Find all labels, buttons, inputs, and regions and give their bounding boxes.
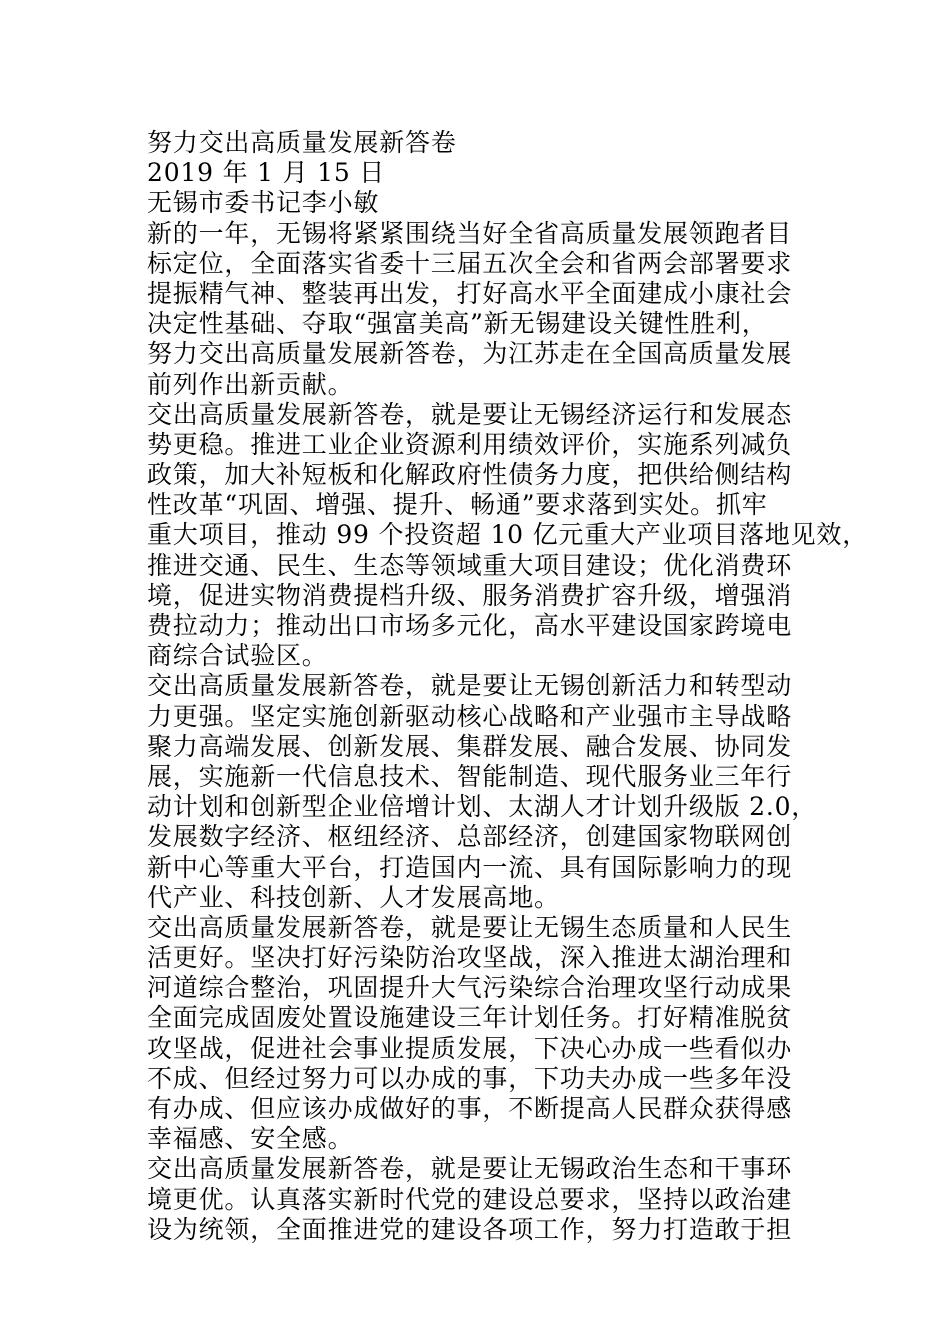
body-text-line: 不成、但经过努力可以办成的事，下功夫办成一些多年没 <box>147 1063 793 1093</box>
body-text-line: 河道综合整治，巩固提升大气污染综合治理攻坚行动成果 <box>147 973 793 1003</box>
body-text-line: 境，促进实物消费提档升级、服务消费扩容升级，增强消 <box>147 580 793 610</box>
body-text-line: 推进交通、民生、生态等领域重大项目建设；优化消费环 <box>147 550 793 580</box>
body-text-line: 设为统领，全面推进党的建设各项工作，努力打造敢于担 <box>147 1214 793 1244</box>
body-text-line: 境更优。认真落实新时代党的建设总要求，坚持以政治建 <box>147 1184 793 1214</box>
body-text-line: 交出高质量发展新答卷，就是要让无锡生态质量和人民生 <box>147 912 793 942</box>
body-text-line: 力更强。坚定实施创新驱动核心战略和产业强市主导战略 <box>147 701 793 731</box>
body-text-line: 前列作出新贡献。 <box>147 369 354 399</box>
body-text-line: 新中心等重大平台，打造国内一流、具有国际影响力的现 <box>147 852 793 882</box>
body-text-line: 决定性基础、夺取“强富美高”新无锡建设关键性胜利， <box>147 309 768 339</box>
body-text-line: 政策，加大补短板和化解政府性债务力度，把供给侧结构 <box>147 460 793 490</box>
document-author: 无锡市委书记李小敏 <box>147 188 380 218</box>
document-date: 2019 年 1 月 15 日 <box>147 158 386 188</box>
body-text-line: 攻坚战，促进社会事业提质发展，下决心办成一些看似办 <box>147 1033 793 1063</box>
body-text-line: 标定位，全面落实省委十三届五次全会和省两会部署要求 <box>147 248 793 278</box>
body-text-line: 努力交出高质量发展新答卷，为江苏走在全国高质量发展 <box>147 339 793 369</box>
body-text-line: 提振精气神、整装再出发，打好高水平全面建成小康社会 <box>147 278 793 308</box>
body-text-line: 展，实施新一代信息技术、智能制造、现代服务业三年行 <box>147 761 793 791</box>
body-text-line: 幸福感、安全感。 <box>147 1124 354 1154</box>
body-text-line: 代产业、科技创新、人才发展高地。 <box>147 882 560 912</box>
body-text-line: 动计划和创新型企业倍增计划、太湖人才计划升级版 2.0， <box>147 792 818 822</box>
body-text-line: 重大项目，推动 99 个投资超 10 亿元重大产业项目落地见效， <box>147 520 869 550</box>
body-text-line: 交出高质量发展新答卷，就是要让无锡政治生态和干事环 <box>147 1154 793 1184</box>
body-text-line: 发展数字经济、枢纽经济、总部经济，创建国家物联网创 <box>147 822 793 852</box>
body-text-line: 活更好。坚决打好污染防治攻坚战，深入推进太湖治理和 <box>147 943 793 973</box>
body-text-line: 交出高质量发展新答卷，就是要让无锡经济运行和发展态 <box>147 399 793 429</box>
document-title: 努力交出高质量发展新答卷 <box>147 128 457 157</box>
body-text-line: 交出高质量发展新答卷，就是要让无锡创新活力和转型动 <box>147 671 793 701</box>
body-text-line: 新的一年，无锡将紧紧围绕当好全省高质量发展领跑者目 <box>147 218 793 248</box>
body-text-line: 费拉动力；推动出口市场多元化，高水平建设国家跨境电 <box>147 611 793 640</box>
document-page <box>147 128 869 1245</box>
body-text-line: 有办成、但应该办成做好的事，不断提高人民群众获得感 <box>147 1094 793 1123</box>
body-text-line: 全面完成固废处置设施建设三年计划任务。打好精准脱贫 <box>147 1003 793 1033</box>
body-text-line: 势更稳。推进工业企业资源利用绩效评价，实施系列减负 <box>147 429 793 459</box>
body-text-line: 聚力高端发展、创新发展、集群发展、融合发展、协同发 <box>147 731 793 761</box>
document-body <box>147 218 869 1245</box>
body-text-line: 商综合试验区。 <box>147 641 328 671</box>
body-text-line: 性改革“巩固、增强、提升、畅通”要求落到实处。抓牢 <box>147 490 768 520</box>
